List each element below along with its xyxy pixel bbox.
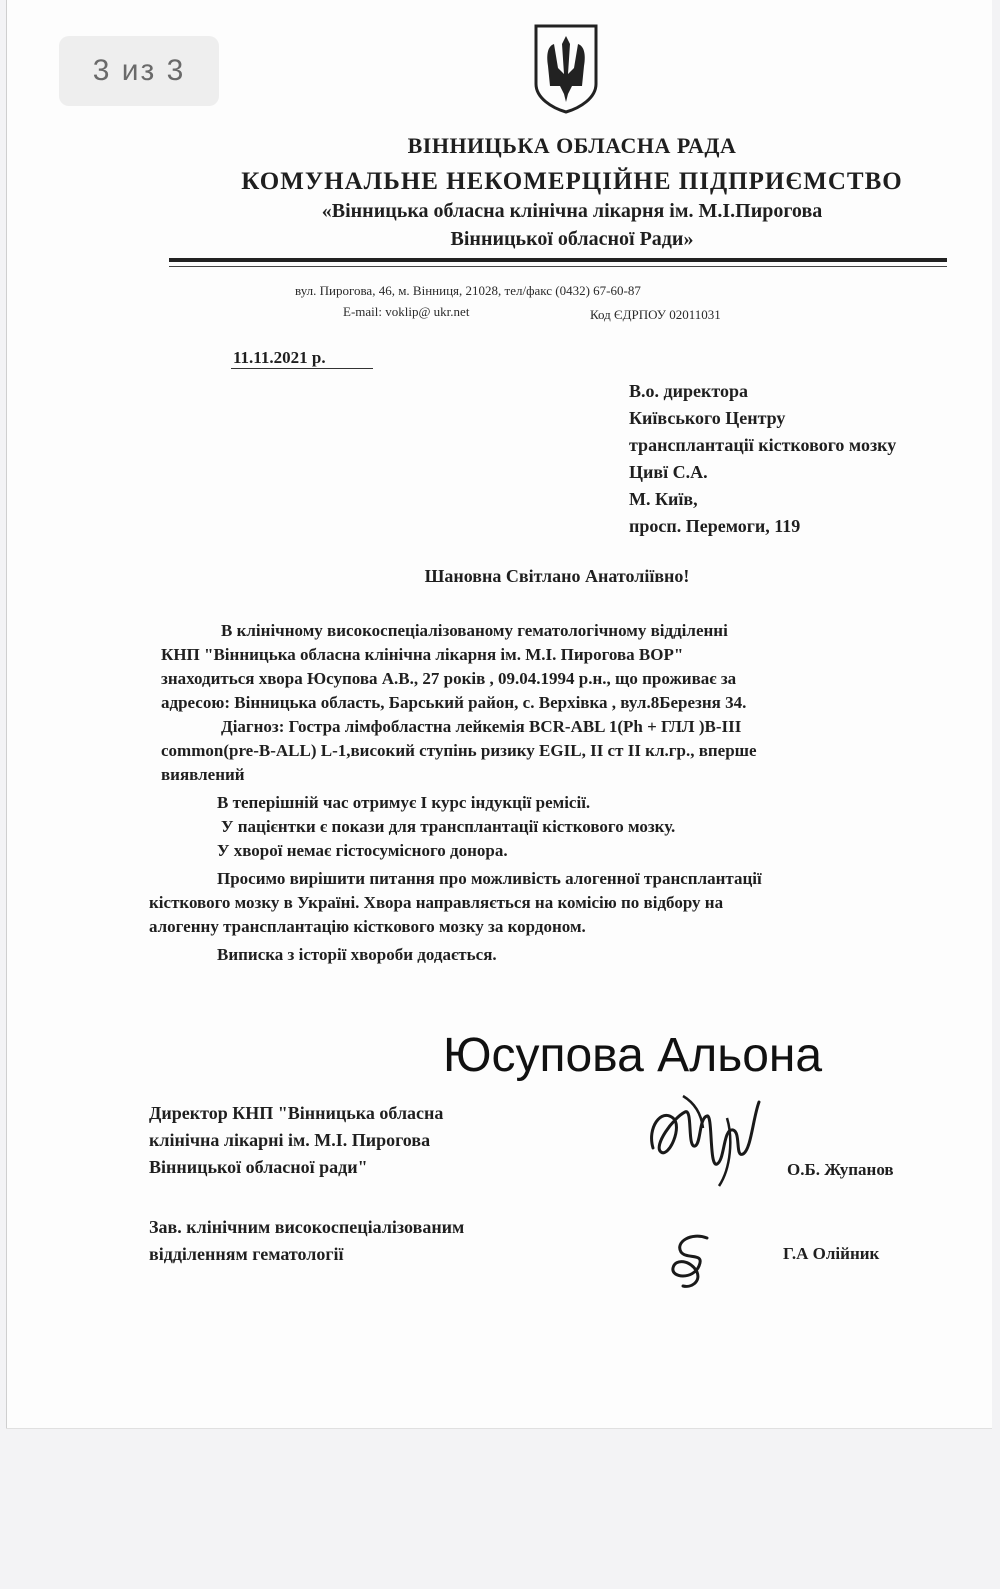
body-line: Діагноз: Гостра лімфобластна лейкемія BCR-ABL 1(Ph + ГЛЛ )B-III <box>221 717 742 736</box>
salutation: Шановна Світлано Анатоліївно! <box>424 566 690 586</box>
director-title-line: Директор КНП "Вінницька обласна <box>149 1103 444 1123</box>
contact-address: вул. Пирогова, 46, м. Вінниця, 21028, тел/факс (0432) 67-60-87 <box>295 283 641 298</box>
director-signature <box>643 1088 771 1192</box>
head-title-line: відділенням гематології <box>149 1244 344 1264</box>
body-line: В теперішній час отримує I курс індукції ремісії. <box>217 793 591 812</box>
body-line: виявлений <box>161 765 245 784</box>
head-title-line: Зав. клінічним високоспеціалізованим <box>149 1217 465 1237</box>
addressee-line: Цивї С.А. <box>629 462 708 482</box>
hospital-council: Вінницької обласної Ради» <box>450 228 694 250</box>
contact-code: Код ЄДРПОУ 02011031 <box>590 307 721 322</box>
letter-page <box>6 0 992 1428</box>
handwritten-patient-name: Юсупова Альона <box>443 1029 823 1082</box>
page-indicator-badge: 3 из 3 <box>59 36 219 106</box>
header-divider <box>169 258 947 262</box>
letter-date: 11.11.2021 р. <box>233 348 326 367</box>
addressee-line: В.о. директора <box>629 381 748 401</box>
body-line: У хворої немає гістосумісного донора. <box>217 841 508 860</box>
header-divider-thin <box>169 266 947 267</box>
body-line: адресою: Вінницька область, Барський район, с. Верхівка , вул.8Березня 34. <box>161 693 747 712</box>
addressee-line: трансплантації кісткового мозку <box>629 435 897 455</box>
body-line: У пацієнтки є покази для трансплантації кісткового мозку. <box>221 817 676 836</box>
body-line: Виписка з історії хвороби додається. <box>217 945 497 964</box>
head-of-department-title <box>149 1214 464 1268</box>
contact-email: E-mail: voklip@ ukr.net <box>343 304 470 319</box>
hospital-name: «Вінницька обласна клінічна лікарня ім. М.І.Пирогова <box>321 200 823 222</box>
council-name: ВІННИЦЬКА ОБЛАСНА РАДА <box>407 133 737 158</box>
director-title-line: Вінницької обласної ради" <box>149 1157 368 1177</box>
addressee-line: просп. Перемоги, 119 <box>629 516 801 536</box>
date-underline <box>231 368 373 369</box>
head-signature <box>661 1228 725 1292</box>
director-title-line: клінічна лікарні ім. М.І. Пирогова <box>149 1130 431 1150</box>
director-title <box>149 1100 443 1181</box>
body-line: КНП "Вінницька обласна клінічна лікарня ім. М.І. Пирогова ВОР" <box>161 645 684 664</box>
body-line: знаходиться хвора Юсупова А.В., 27 років , 09.04.1994 р.н., що проживає за <box>161 669 737 688</box>
head-name: Г.А Олійник <box>783 1244 880 1263</box>
ukraine-trident-icon <box>532 22 600 114</box>
body-line: Просимо вирішити питання про можливість алогенної трансплантації <box>217 869 762 888</box>
addressee-line: Київського Центру <box>629 408 786 428</box>
enterprise-type: КОМУНАЛЬНЕ НЕКОМЕРЦІЙНЕ ПІДПРИЄМСТВО <box>241 168 903 195</box>
body-line: алогенну трансплантацію кісткового мозку за кордоном. <box>149 917 586 936</box>
addressee-block <box>629 378 896 540</box>
body-line: кісткового мозку в Україні. Хвора направляється на комісію по відбору на <box>149 893 724 912</box>
director-name: О.Б. Жупанов <box>787 1160 894 1179</box>
addressee-line: М. Київ, <box>629 489 698 509</box>
body-line: common(pre-B-ALL) L-1,високий ступінь ризику EGIL, II ст II кл.гр., вперше <box>161 741 757 760</box>
body-line: В клінічному високоспеціалізованому гематологічному відділенні <box>221 621 728 640</box>
